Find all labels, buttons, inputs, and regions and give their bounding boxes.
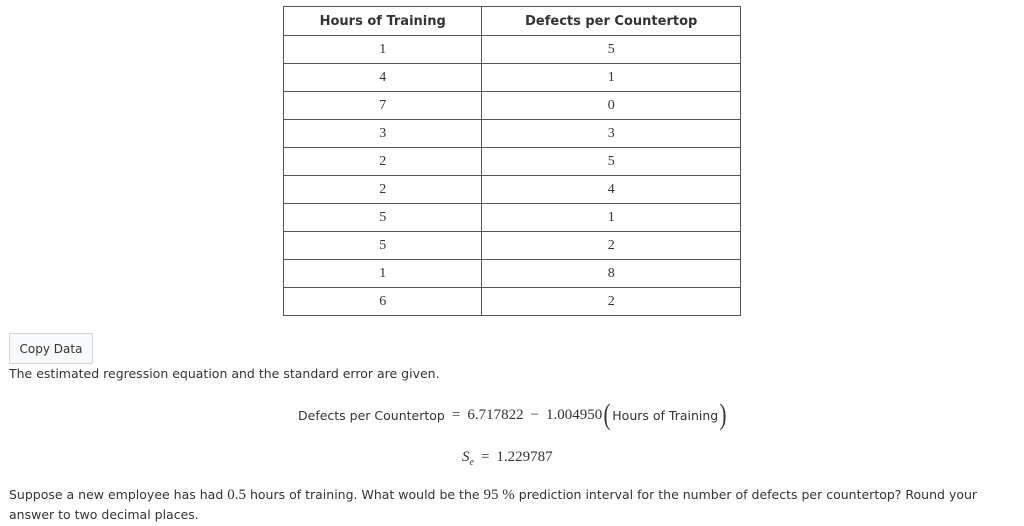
question-percent: 95 %	[483, 487, 515, 503]
cell-hours: 1	[284, 36, 482, 64]
cell-hours: 2	[284, 176, 482, 204]
copy-data-button[interactable]: Copy Data	[9, 333, 93, 364]
question-part2: hours of training. What would be the	[245, 487, 484, 502]
table-row	[284, 232, 741, 260]
intro-text: The estimated regression equation and the standard error are given.	[9, 366, 440, 381]
question-part3: prediction interval for the number of defects per countertop? Round your answer to two decimal places.	[9, 487, 978, 522]
column-header-hours: Hours of Training	[284, 7, 482, 36]
cell-defects: 8	[482, 260, 741, 288]
cell-defects: 5	[482, 148, 741, 176]
equation-close-paren: )	[719, 398, 727, 431]
standard-error-subscript: e	[469, 457, 474, 468]
table-row	[284, 64, 741, 92]
cell-defects: 4	[482, 176, 741, 204]
equation-open-paren: (	[603, 398, 611, 431]
cell-hours: 6	[284, 288, 482, 316]
cell-defects: 2	[482, 288, 741, 316]
question-text	[9, 485, 1014, 524]
table-row	[284, 288, 741, 316]
cell-hours: 3	[284, 120, 482, 148]
cell-hours: 4	[284, 64, 482, 92]
standard-error-symbol	[462, 449, 474, 468]
table-row	[284, 260, 741, 288]
question-hours: 0.5	[227, 487, 246, 503]
standard-error-equals: =	[480, 449, 490, 465]
question-part1: Suppose a new employee has had	[9, 487, 228, 502]
equation-slope: 1.004950	[546, 406, 603, 423]
cell-defects: 0	[482, 92, 741, 120]
cell-hours: 1	[284, 260, 482, 288]
table-row	[284, 148, 741, 176]
regression-equation	[298, 398, 728, 432]
data-table	[283, 6, 741, 316]
cell-defects: 5	[482, 36, 741, 64]
cell-defects: 1	[482, 204, 741, 232]
standard-error-value: 1.229787	[496, 449, 553, 465]
table-row	[284, 176, 741, 204]
standard-error-line	[462, 449, 553, 468]
cell-hours: 5	[284, 232, 482, 260]
table-row	[284, 204, 741, 232]
cell-hours: 5	[284, 204, 482, 232]
equation-variable: Hours of Training	[612, 407, 719, 423]
equation-intercept: 6.717822	[467, 406, 524, 423]
cell-defects: 2	[482, 232, 741, 260]
cell-defects: 1	[482, 64, 741, 92]
standard-error-s: S	[462, 449, 470, 465]
column-header-defects: Defects per Countertop	[482, 7, 741, 36]
table-row	[284, 92, 741, 120]
cell-hours: 7	[284, 92, 482, 120]
table-header-row	[284, 7, 741, 36]
equation-lhs: Defects per Countertop	[298, 407, 445, 423]
cell-hours: 2	[284, 148, 482, 176]
table-row	[284, 120, 741, 148]
equation-minus: −	[530, 406, 540, 423]
cell-defects: 3	[482, 120, 741, 148]
table-row	[284, 36, 741, 64]
equation-equals: =	[451, 406, 461, 423]
